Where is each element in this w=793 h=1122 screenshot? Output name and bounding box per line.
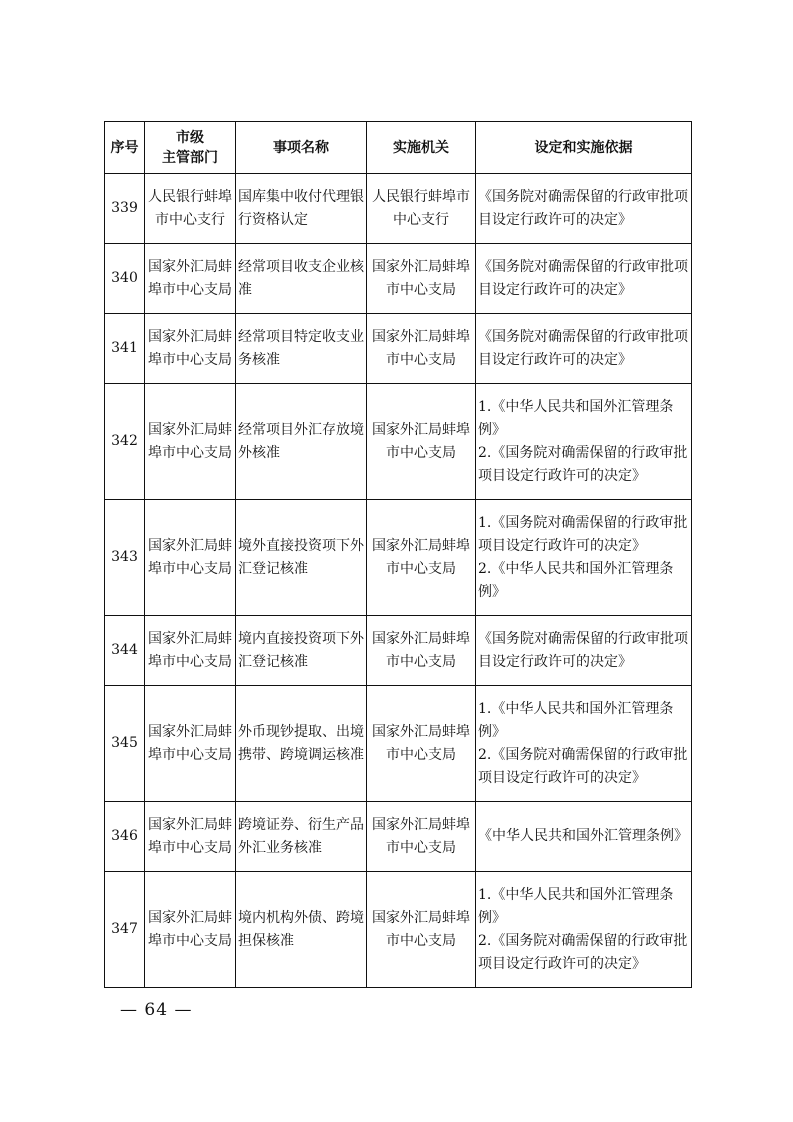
basis-line: 《中华人民共和国外汇管理条例》: [478, 828, 688, 844]
table-row: [105, 802, 692, 872]
row-dept: 国家外汇局蚌埠市中心支局: [145, 500, 236, 616]
row-name: 经常项目收支企业核准: [236, 244, 367, 314]
row-dept: 国家外汇局蚌埠市中心支局: [145, 244, 236, 314]
table-body: [105, 174, 692, 988]
row-agency: 国家外汇局蚌埠市中心支局: [367, 244, 476, 314]
row-name: 国库集中收付代理银行资格认定: [236, 174, 367, 244]
row-dept: 国家外汇局蚌埠市中心支局: [145, 314, 236, 384]
row-num: 345: [105, 686, 145, 802]
row-basis: [476, 686, 692, 802]
row-agency: 国家外汇局蚌埠市中心支局: [367, 384, 476, 500]
row-agency: 国家外汇局蚌埠市中心支局: [367, 616, 476, 686]
row-dept: 国家外汇局蚌埠市中心支局: [145, 802, 236, 872]
basis-line: 1.《中华人民共和国外汇管理条例》: [478, 398, 674, 438]
header-dept-line1: 市级: [176, 129, 204, 146]
row-name: 境外直接投资项下外汇登记核准: [236, 500, 367, 616]
row-agency: 国家外汇局蚌埠市中心支局: [367, 314, 476, 384]
row-agency: 国家外汇局蚌埠市中心支局: [367, 872, 476, 988]
basis-line: 2.《国务院对确需保留的行政审批项目设定行政许可的决定》: [478, 932, 688, 972]
basis-line: 2.《中华人民共和国外汇管理条例》: [478, 560, 674, 600]
row-dept: 国家外汇局蚌埠市中心支局: [145, 872, 236, 988]
table-header: [105, 122, 692, 174]
row-num: 344: [105, 616, 145, 686]
row-dept: 国家外汇局蚌埠市中心支局: [145, 686, 236, 802]
approval-items-table: [104, 121, 692, 988]
row-basis: [476, 174, 692, 244]
row-agency: 国家外汇局蚌埠市中心支局: [367, 686, 476, 802]
table-row: [105, 174, 692, 244]
row-basis: [476, 616, 692, 686]
row-basis: [476, 802, 692, 872]
row-basis: [476, 314, 692, 384]
basis-line: 《国务院对确需保留的行政审批项目设定行政许可的决定》: [478, 258, 688, 298]
row-basis: [476, 384, 692, 500]
basis-line: 《国务院对确需保留的行政审批项目设定行政许可的决定》: [478, 188, 688, 228]
table-row: [105, 500, 692, 616]
header-basis: 设定和实施依据: [476, 122, 692, 174]
header-dept: [145, 122, 236, 174]
basis-line: 1.《国务院对确需保留的行政审批项目设定行政许可的决定》: [478, 514, 688, 554]
header-name: 事项名称: [236, 122, 367, 174]
row-agency: 国家外汇局蚌埠市中心支局: [367, 802, 476, 872]
header-dept-line2: 主管部门: [162, 149, 218, 166]
basis-line: 《国务院对确需保留的行政审批项目设定行政许可的决定》: [478, 328, 688, 368]
header-agency: 实施机关: [367, 122, 476, 174]
row-agency: 人民银行蚌埠市中心支行: [367, 174, 476, 244]
row-dept: 人民银行蚌埠市中心支行: [145, 174, 236, 244]
basis-line: 1.《中华人民共和国外汇管理条例》: [478, 886, 674, 926]
header-row: [105, 122, 692, 174]
basis-line: 2.《国务院对确需保留的行政审批项目设定行政许可的决定》: [478, 444, 688, 484]
header-num: 序号: [105, 122, 145, 174]
row-dept: 国家外汇局蚌埠市中心支局: [145, 616, 236, 686]
row-num: 342: [105, 384, 145, 500]
table-row: [105, 872, 692, 988]
row-num: 341: [105, 314, 145, 384]
row-name: 外币现钞提取、出境携带、跨境调运核准: [236, 686, 367, 802]
row-agency: 国家外汇局蚌埠市中心支局: [367, 500, 476, 616]
basis-line: 《国务院对确需保留的行政审批项目设定行政许可的决定》: [478, 630, 688, 670]
row-num: 347: [105, 872, 145, 988]
row-name: 经常项目特定收支业务核准: [236, 314, 367, 384]
row-num: 343: [105, 500, 145, 616]
row-basis: [476, 500, 692, 616]
row-basis: [476, 872, 692, 988]
page-number: — 64 —: [120, 1000, 193, 1020]
row-name: 跨境证券、衍生产品外汇业务核准: [236, 802, 367, 872]
basis-line: 2.《国务院对确需保留的行政审批项目设定行政许可的决定》: [478, 746, 688, 786]
row-name: 境内直接投资项下外汇登记核准: [236, 616, 367, 686]
row-num: 340: [105, 244, 145, 314]
table-row: [105, 616, 692, 686]
table-row: [105, 384, 692, 500]
table-row: [105, 686, 692, 802]
row-name: 境内机构外债、跨境担保核准: [236, 872, 367, 988]
table-row: [105, 314, 692, 384]
row-dept: 国家外汇局蚌埠市中心支局: [145, 384, 236, 500]
table-row: [105, 244, 692, 314]
basis-line: 1.《中华人民共和国外汇管理条例》: [478, 700, 674, 740]
row-num: 339: [105, 174, 145, 244]
row-name: 经常项目外汇存放境外核准: [236, 384, 367, 500]
row-basis: [476, 244, 692, 314]
row-num: 346: [105, 802, 145, 872]
